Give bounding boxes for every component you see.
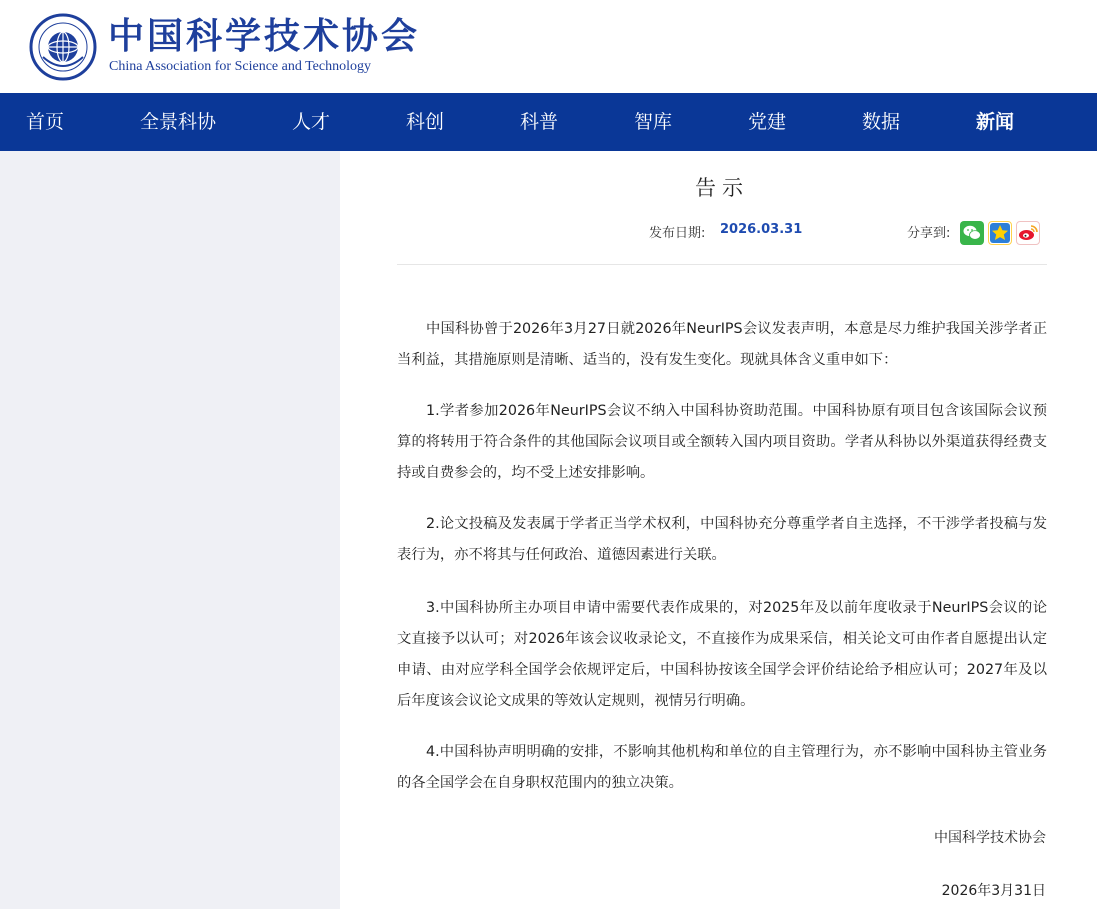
nav-item-overview[interactable]: 全景科协 — [140, 111, 217, 133]
share-icons — [960, 221, 1044, 245]
sign-date: 2026年3月31日 — [941, 883, 1046, 899]
article-paragraph: 1.学者参加2026年NeurIPS会议不纳入中国科协资助范围。中国科协原有项目包含该国际会议预算的将转用于符合条件的其他国际会议项目或全额转入国内项目资助。学者从科协以外渠道获得经费支持或自费参会的，均不受上述安排影响。 — [397, 403, 1047, 481]
nav-item-home[interactable]: 首页 — [26, 111, 65, 133]
nav-item-talent[interactable]: 人才 — [292, 111, 331, 133]
nav-item-party-building[interactable]: 党建 — [748, 111, 787, 133]
site-header — [0, 0, 1097, 93]
publish-date: 2026.03.31 — [720, 222, 803, 237]
org-name-cn[interactable]: 中国科学技术协会 — [108, 15, 421, 57]
article-paragraph: 3.中国科协所主办项目申请中需要代表作成果的，对2025年及以前年度收录于NeurIPS会议的论文直接予以认可；对2026年该会议收录论文，不直接作为成果采信，相关论文可由作者自愿提出认定申请、由对应学科全国学会依规评定后，中国科协按该全国学会评价结论给予相应认可；2027年及以后年度该会议论文成果的等效认定规则，视情另行明确。 — [397, 600, 1047, 709]
sidebar-panel — [0, 151, 340, 909]
favorite-icon[interactable] — [988, 221, 1012, 245]
nav-item-news[interactable]: 新闻 — [976, 111, 1015, 133]
article-title: 告示 — [695, 176, 749, 200]
org-name-en[interactable]: China Association for Science and Technology — [109, 59, 371, 74]
share-label: 分享到: — [907, 226, 951, 241]
main-nav — [0, 93, 1097, 151]
title-divider — [397, 264, 1047, 265]
article-paragraph: 2.论文投稿及发表属于学者正当学术权利，中国科协充分尊重学者自主选择，不干涉学者投稿与发表行为，亦不将其与任何政治、道德因素进行关联。 — [397, 516, 1047, 563]
article-paragraph: 4.中国科协声明明确的安排，不影响其他机构和单位的自主管理行为，亦不影响中国科协主管业务的各全国学会在自身职权范围内的独立决策。 — [397, 744, 1047, 791]
wechat-icon[interactable] — [960, 221, 984, 245]
publish-date-label: 发布日期: — [649, 226, 706, 241]
article-paragraph: 中国科协曾于2026年3月27日就2026年NeurIPS会议发表声明，本意是尽力维护我国关涉学者正当利益，其措施原则是清晰、适当的，没有发生变化。现就具体含义重申如下： — [397, 321, 1047, 368]
signature: 中国科学技术协会 — [934, 830, 1046, 846]
nav-item-innovation[interactable]: 科创 — [406, 111, 445, 133]
nav-item-popular-science[interactable]: 科普 — [520, 111, 559, 133]
nav-item-think-tank[interactable]: 智库 — [634, 111, 673, 133]
cast-logo-icon[interactable] — [29, 13, 97, 81]
weibo-icon[interactable] — [1016, 221, 1040, 245]
nav-item-data[interactable]: 数据 — [862, 111, 901, 133]
